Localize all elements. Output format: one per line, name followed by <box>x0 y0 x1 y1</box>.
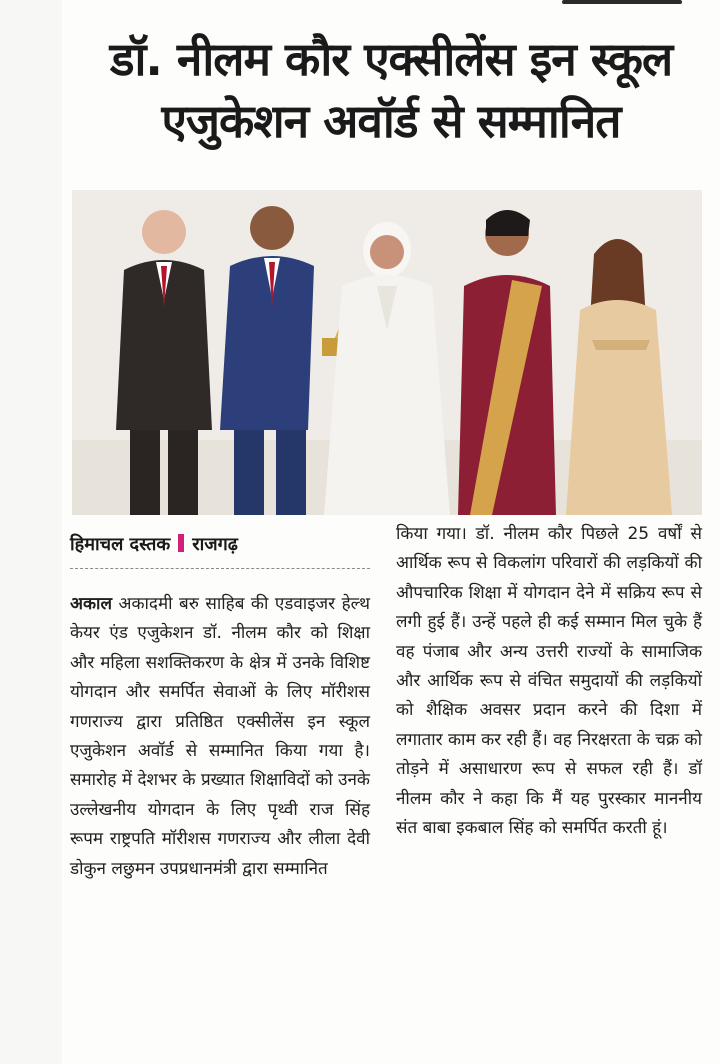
article-column-left <box>70 590 370 884</box>
byline-place: राजगढ़ <box>192 534 238 555</box>
headline-line-1: डॉ. नीलम कौर एक्सीलेंस इन स्कूल <box>109 32 673 86</box>
body-text-right: किया गया। डॉ. नीलम कौर पिछले 25 वर्षों से आर्थिक रूप से विकलांग परिवारों की लड़कियों की औपचारिक शिक्षा में योगदान देने में सक्रिय रूप से लगी हुई हैं। उन्हें पहले ही कई सम्मान मिल चुके हैं वह पंजाब और अन्य उत्तरी राज्यों के सामाजिक और आर्थिक रूप से वंचित समुदायों की लड़कियों को शैक्षिक अवसर प्रदान करने की दिशा में लगातार काम कर रही हैं। वह निरक्षरता के चक्र को तोड़ने में असाधारण रूप से सफल रही हैं। डॉ नीलम कौर ने कहा कि मैं यह पुरस्कार माननीय संत बाबा इकबाल सिंह को समर्पित करती हूं। <box>396 524 702 839</box>
byline-source: हिमाचल दस्तक <box>70 534 171 555</box>
award-photo-illustration <box>72 190 702 515</box>
lead-word: अकाल <box>70 594 112 614</box>
page-margin <box>0 0 62 1064</box>
body-text-left: अकादमी बरु साहिब की एडवाइजर हेल्थ केयर एंड एजुकेशन डॉ. नीलम कौर को शिक्षा और महिला सशक्तिकरण के क्षेत्र में उनके विशिष्ट योगदान और समर्पित सेवाओं के लिए मॉरीशस गणराज्य द्वारा प्रतिष्ठित एक्सीलेंस इन स्कूल एजुकेशन अवॉर्ड से सम्मानित किया गया है। समारोह में देशभर के प्रख्यात शिक्षाविदों को उनके उल्लेखनीय योगदान के लिए पृथ्वी राज सिंह रूपम राष्ट्रपति मॉरीशस गणराज्य और लीला देवी डोकुन लछुमन उपप्रधानमंत्री द्वारा सम्मानित <box>70 594 370 879</box>
byline-divider <box>70 568 370 569</box>
headline-line-2: एजुकेशन अवॉर्ड से सम्मानित <box>161 94 621 148</box>
cropped-previous-text <box>62 0 720 10</box>
article-column-right <box>396 520 702 843</box>
byline <box>70 532 370 556</box>
byline-separator <box>178 534 184 552</box>
award-ceremony-photo <box>72 190 702 515</box>
headline <box>62 28 720 152</box>
